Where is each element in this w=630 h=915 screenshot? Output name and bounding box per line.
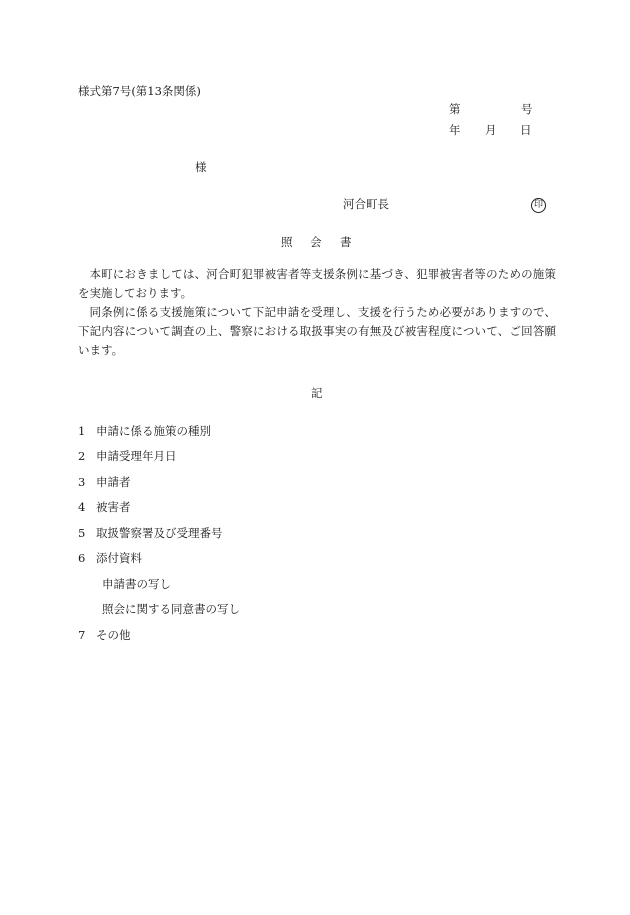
date-month: 月 [485, 123, 497, 137]
item-text: その他 [96, 628, 131, 642]
number-go: 号 [521, 102, 533, 116]
item-number: 5 [78, 526, 86, 540]
item-text: 申請に係る施策の種別 [96, 424, 211, 438]
item-text: 申請受理年月日 [96, 449, 177, 463]
item-text: 申請者 [96, 475, 131, 489]
item-number: 6 [78, 551, 86, 565]
date-day: 日 [520, 123, 532, 137]
body-paragraph: 同条例に係る支援施策について下記申請を受理し、支援を行うため必要がありますので、下記内容について調査の上、警察における取扱事実の有無及び被害程度について、ご回答願います。 [78, 305, 556, 357]
number-dai: 第 [449, 102, 461, 116]
addressee-suffix: 様 [195, 160, 207, 174]
item-number: 3 [78, 475, 86, 489]
title-char: 書 [340, 235, 352, 249]
seal-icon: 印 [531, 198, 546, 213]
title-char: 会 [310, 235, 322, 249]
item-text: 添付資料 [96, 551, 142, 565]
body-paragraph: 本町におきましては、河合町犯罪被害者等支援条例に基づき、犯罪被害者等のための施策を実施しております。 [78, 267, 556, 300]
ki-heading: 記 [311, 386, 323, 400]
title-char: 照 [281, 235, 293, 249]
item-number: 2 [78, 449, 86, 463]
item-number: 4 [78, 500, 86, 514]
attachment-item: 申請書の写し [102, 577, 171, 591]
item-number: 1 [78, 424, 86, 438]
form-label: 様式第7号(第13条関係) [78, 84, 201, 98]
sender-title: 河合町長 [343, 197, 389, 211]
item-text: 取扱警察署及び受理番号 [96, 526, 223, 540]
item-number: 7 [78, 628, 86, 642]
date-year: 年 [449, 123, 461, 137]
item-text: 被害者 [96, 500, 131, 514]
attachment-item: 照会に関する同意書の写し [102, 602, 240, 616]
